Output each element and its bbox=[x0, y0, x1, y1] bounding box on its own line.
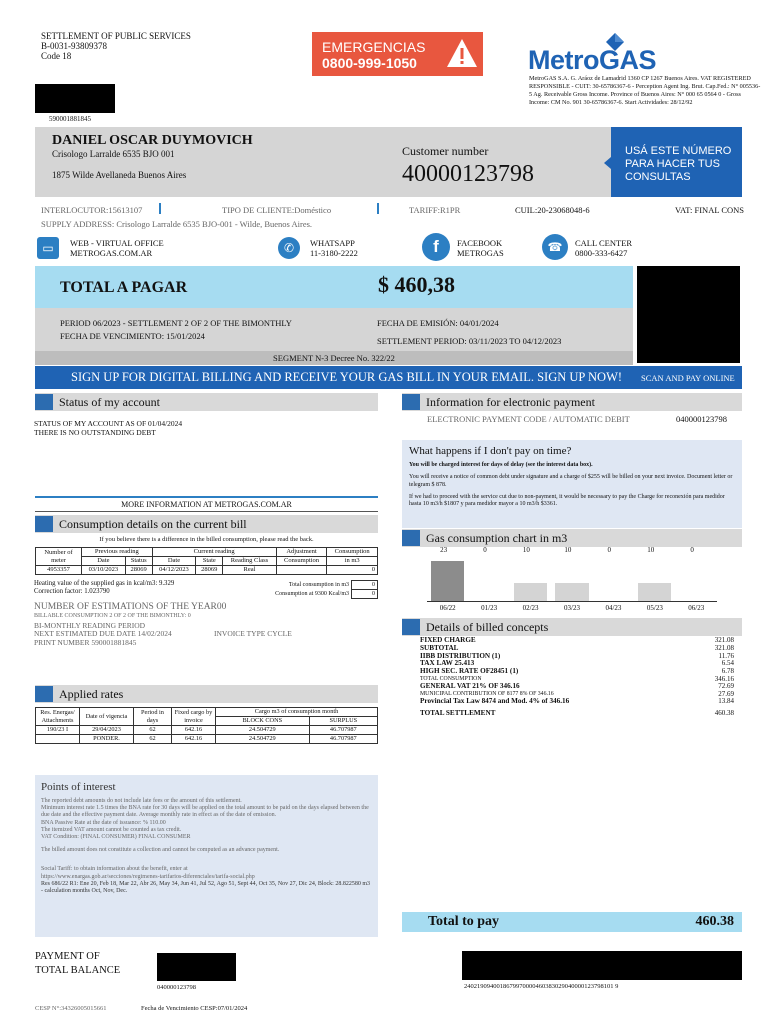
billed-row bbox=[420, 668, 734, 676]
footer-code: 040000123798 bbox=[157, 984, 196, 991]
heating-value: Heating value of the supplied gas in kcal/m3: 9.329 bbox=[34, 580, 175, 587]
account-debt-status: THERE IS NO OUTSTANDING DEBT bbox=[34, 428, 156, 437]
billed-header bbox=[402, 618, 742, 636]
chart-value-label: 0 bbox=[607, 546, 612, 554]
total-due-amount: $ 460,38 bbox=[378, 272, 455, 297]
period-block bbox=[35, 308, 633, 351]
consumption-value: 0 bbox=[327, 566, 378, 575]
billed-title: Details of billed concepts bbox=[426, 620, 549, 634]
epay-title: Information for electronic payment bbox=[426, 395, 595, 409]
billed-label: TOTAL SETTLEMENT bbox=[420, 708, 496, 717]
chart-bar bbox=[555, 583, 588, 601]
chart-header bbox=[402, 529, 742, 547]
consumption-header bbox=[35, 515, 378, 533]
contact-call-center-label: CALL CENTER bbox=[575, 238, 633, 248]
kcal-label: Consumption at 9300 Kcal/m3 bbox=[275, 591, 349, 597]
table-row bbox=[36, 566, 378, 575]
table-row bbox=[36, 726, 378, 735]
billed-value: 321.08 bbox=[714, 636, 734, 644]
points-p6: The billed amount does not constitute a collection and cannot be computed as an advance payment. bbox=[41, 847, 280, 854]
col-fixed-cargo: Fixed cargo by invoice bbox=[172, 708, 216, 726]
document-code: B-0031-93809378 bbox=[41, 41, 107, 51]
epay-code: 040000123798 bbox=[676, 414, 727, 424]
chart-title: Gas consumption chart in m3 bbox=[426, 531, 568, 545]
col-m3-cargo: Cargo m3 of consumption month bbox=[216, 708, 378, 717]
billed-row bbox=[420, 683, 734, 691]
redacted-barcode bbox=[35, 84, 115, 113]
col-previous: Previous reading bbox=[82, 548, 153, 557]
col-consumption: Consumption bbox=[327, 548, 378, 557]
billed-value: 321.08 bbox=[714, 643, 734, 652]
chart-bar bbox=[431, 561, 464, 601]
col-prev-date: Date bbox=[82, 557, 126, 566]
rate-cell: 46.707987 bbox=[309, 726, 377, 735]
billable-consumption: BILLABLE CONSUMPTION 2 OF 2 OF THE BIMONTHLY: 0 bbox=[34, 613, 191, 619]
late-payment-p1: You will be charged interest for days of delay (see the interest data box). bbox=[409, 462, 593, 468]
redacted-amount bbox=[157, 953, 236, 981]
consumption-note: If you believe there is a difference in the billed consumption, please read the back. bbox=[99, 536, 314, 543]
billed-label: GENERAL VAT 21% OF 346.16 bbox=[420, 682, 520, 691]
segment-text: SEGMENT N-3 Decree No. 322/22 bbox=[273, 353, 395, 363]
total-to-pay-label: Total to pay bbox=[428, 914, 500, 929]
late-payment-p2: You will receive a notice of common debt under signature and a charge of $255 will be billed on your next invoice. Document letter or telegram $ 878. bbox=[409, 474, 733, 488]
billed-label: TAX LAW 25.413 bbox=[420, 659, 475, 668]
rate-cell: 24.504729 bbox=[216, 735, 310, 744]
chart-category-label: 05/23 bbox=[646, 604, 663, 612]
divider bbox=[159, 203, 161, 214]
divider-line bbox=[35, 511, 378, 512]
emergency-title: EMERGENCIAS bbox=[322, 39, 426, 55]
contact-web-label: WEB - VIRTUAL OFFICE bbox=[70, 238, 164, 248]
late-payment-body bbox=[409, 462, 735, 508]
total-m3-label: Total consumption in m3 bbox=[288, 582, 349, 588]
section-marker bbox=[402, 530, 420, 546]
totals-table bbox=[248, 580, 378, 599]
rate-cell: 46.707987 bbox=[309, 735, 377, 744]
points-title: Points of interest bbox=[41, 781, 116, 793]
billed-label: FIXED CHARGE bbox=[420, 636, 476, 644]
col-surplus: SURPLUS bbox=[309, 717, 377, 726]
interlocutor: INTERLOCUTOR:15613107 bbox=[41, 205, 143, 215]
col-block-cons: BLOCK CONS bbox=[216, 717, 310, 726]
account-status-title: Status of my account bbox=[59, 395, 160, 409]
monitor-icon: ▭ bbox=[37, 237, 59, 259]
col-period-days: Period in days bbox=[134, 708, 172, 726]
account-status-header bbox=[35, 393, 378, 411]
customer-number: 40000123798 bbox=[402, 161, 534, 187]
company-info: MetroGAS S.A. G. Aráoz de Lamadrid 1360 CP 1267 Buenos Aires. VAT REGISTERED RESPONSIBLE - CUIT: 30-65786367-6 - Perception Agent Ing. Brut. Cap.Fed.: N° 005536-5 Ag. Receivable Gross Income. Province of Buenos Aires: N° 000 65 0564 0 - Gross Income: CM No. 901 30-65786367-6. Start Actividades: 28/12/92 bbox=[529, 75, 761, 106]
kcal-value: 0 bbox=[352, 590, 378, 599]
col-adjustment: Adjustment bbox=[276, 548, 327, 557]
rates-table bbox=[35, 707, 378, 744]
issue-date: FECHA DE EMISIÓN: 04/01/2024 bbox=[377, 318, 499, 328]
client-type: TIPO DE CLIENTE:Doméstico bbox=[222, 205, 332, 215]
points-p1: The reported debt amounts do not include late fees or the amount of this settlement. bbox=[41, 798, 242, 804]
invoice-cycle: INVOICE TYPE CYCLE bbox=[214, 629, 292, 638]
rates-header bbox=[35, 685, 378, 703]
rate-cell bbox=[36, 735, 80, 744]
customer-number-hint-text: USÁ ESTE NÚMERO PARA HACER TUS CONSULTAS bbox=[625, 145, 732, 183]
gas-properties bbox=[34, 580, 174, 596]
cesp-due-date: Fecha de Vencimiento CESP:07/01/2024 bbox=[141, 1005, 248, 1012]
meter-number: 4953357 bbox=[36, 566, 82, 575]
warning-icon bbox=[445, 37, 479, 69]
customer-number-label: Customer number bbox=[402, 144, 489, 158]
billed-label: Provincial Tax Law 8474 and Mod. 4% of 346.16 bbox=[420, 697, 570, 706]
gas-consumption-chart bbox=[427, 546, 717, 616]
points-p9: Res 686/22 R1: Ene 20, Feb 18, Mar 22, Abr 26, May 34, Jun 41, Jul 52, Ago 51, Sept 44, Oct 35, Nov 27, Dic 24, Block: 28.822580 m3 - calculation months Oct, Nov, Dec. bbox=[41, 880, 370, 895]
rate-cell: 190/23 I bbox=[36, 726, 80, 735]
rate-cell: PONDER. bbox=[80, 735, 134, 744]
col-consumption-sub: Consumption bbox=[276, 557, 327, 566]
rates-title: Applied rates bbox=[59, 687, 124, 701]
points-p7: Social Tariff: to obtain information about the benefit, enter at bbox=[41, 866, 188, 873]
points-p4: The itemized VAT amount cannot be counted as tax credit. bbox=[41, 826, 182, 833]
divider bbox=[377, 203, 379, 214]
customer-address-line1: Crisologo Larralde 6535 BJO 001 bbox=[52, 149, 175, 159]
payment-label bbox=[35, 950, 120, 978]
contact-facebook-label: FACEBOOK bbox=[457, 238, 503, 248]
points-of-interest bbox=[35, 775, 378, 937]
col-current: Current reading bbox=[152, 548, 276, 557]
col-vigencia: Date of vigencia bbox=[80, 708, 134, 726]
chart-bar bbox=[514, 583, 547, 601]
curr-state: 28069 bbox=[196, 566, 223, 575]
tariff: TARIFF:R1PR bbox=[409, 205, 461, 215]
section-marker bbox=[35, 516, 53, 532]
billed-label: IIBB DISTRIBUTION (1) bbox=[420, 651, 501, 660]
chart-value-label: 10 bbox=[647, 546, 655, 554]
chart-category-label: 03/23 bbox=[564, 604, 580, 612]
supply-address: SUPPLY ADDRESS: Crisologo Larralde 6535 BJO-001 - Wilde, Buenos Aires. bbox=[41, 219, 313, 229]
cuil: CUIL:20-23068048-6 bbox=[515, 205, 590, 215]
hint-arrow bbox=[604, 157, 611, 169]
curr-date: 04/12/2023 bbox=[152, 566, 196, 575]
more-info-link[interactable]: MORE INFORMATION AT METROGAS.COM.AR bbox=[121, 500, 292, 509]
epay-header bbox=[402, 393, 742, 411]
billed-label: MUNICIPAL CONTRIBUTION OF 8177 8% OF 346.16 bbox=[420, 690, 554, 697]
correction-factor: Correction factor: 1.023790 bbox=[34, 588, 110, 595]
settlement-period: SETTLEMENT PERIOD: 03/11/2023 TO 04/12/2023 bbox=[377, 336, 562, 346]
contact-web-value: METROGAS.COM.AR bbox=[70, 248, 153, 258]
chart-value-label: 0 bbox=[690, 546, 694, 554]
total-to-pay-bar bbox=[402, 912, 742, 932]
phone-icon: ☎ bbox=[542, 234, 568, 260]
points-body bbox=[41, 798, 372, 895]
chart-value-label: 10 bbox=[522, 546, 530, 554]
rate-cell: 62 bbox=[134, 735, 172, 744]
section-marker bbox=[35, 686, 53, 702]
scan-pay-label: SCAN AND PAY ONLINE bbox=[641, 373, 735, 383]
epay-label: ELECTRONIC PAYMENT CODE / AUTOMATIC DEBIT bbox=[427, 414, 630, 424]
rate-cell: 642.16 bbox=[172, 726, 216, 735]
contact-facebook-value: METROGAS bbox=[457, 248, 504, 258]
prev-date: 03/10/2023 bbox=[82, 566, 126, 575]
billed-value: 27.69 bbox=[718, 689, 734, 698]
billed-row bbox=[420, 710, 734, 718]
contact-call-center-value: 0800-333-6427 bbox=[575, 248, 628, 258]
metrogas-logo bbox=[528, 33, 738, 73]
rate-cell: 29/04/2023 bbox=[80, 726, 134, 735]
rate-cell: 62 bbox=[134, 726, 172, 735]
chart-category-label: 06/22 bbox=[439, 604, 456, 612]
customer-name: DANIEL OSCAR DUYMOVICH bbox=[52, 133, 253, 148]
emergency-phone[interactable]: 0800-999-1050 bbox=[322, 55, 417, 71]
vat-condition: VAT: FINAL CONS bbox=[675, 205, 745, 215]
segment-bar bbox=[35, 351, 633, 365]
cesp-number: CESP N°:34326005015661 bbox=[35, 1005, 107, 1012]
late-payment-title: What happens if I don't pay on time? bbox=[409, 445, 572, 457]
billed-label: SUBTOTAL bbox=[420, 643, 459, 652]
chart-value-label: 10 bbox=[564, 546, 572, 554]
billed-concepts-list bbox=[420, 637, 734, 718]
facebook-icon: f bbox=[422, 233, 450, 261]
section-marker bbox=[402, 619, 420, 635]
billed-label: TOTAL CONSUMPTION bbox=[420, 675, 482, 682]
col-reading-class: Reading Class bbox=[223, 557, 277, 566]
billed-value: 346.16 bbox=[714, 674, 734, 683]
total-m3: 0 bbox=[352, 581, 378, 590]
chart-category-label: 01/23 bbox=[481, 604, 498, 612]
total-to-pay-value: 460.38 bbox=[695, 914, 734, 929]
billed-row bbox=[420, 698, 734, 706]
chart-category-label: 02/23 bbox=[522, 604, 539, 612]
chart-category-label: 06/23 bbox=[688, 604, 705, 612]
col-prev-status: Status bbox=[125, 557, 152, 566]
prev-status: 28069 bbox=[125, 566, 152, 575]
document-title: SETTLEMENT OF PUBLIC SERVICES bbox=[41, 31, 191, 41]
billed-value: 6.78 bbox=[721, 667, 734, 676]
billed-value: 11.76 bbox=[718, 651, 734, 660]
billed-value: 6.54 bbox=[721, 659, 734, 668]
barcode-number: 590001881845 bbox=[49, 115, 91, 123]
chart-bar bbox=[638, 583, 671, 601]
redacted-payment-barcode bbox=[462, 951, 742, 980]
print-number: PRINT NUMBER 590001881845 bbox=[34, 638, 137, 647]
col-curr-state: State bbox=[196, 557, 223, 566]
consumption-title: Consumption details on the current bill bbox=[59, 517, 247, 531]
redacted-qr-code bbox=[637, 266, 740, 363]
whatsapp-icon: ✆ bbox=[278, 237, 300, 259]
emergency-box bbox=[312, 32, 483, 76]
billed-row bbox=[420, 637, 734, 645]
col-curr-date: Date bbox=[152, 557, 196, 566]
banner-text: SIGN UP FOR DIGITAL BILLING AND RECEIVE YOUR GAS BILL IN YOUR EMAIL. SIGN UP NOW! bbox=[71, 370, 623, 384]
next-due-date: NEXT ESTIMATED DUE DATE 14/02/2024 bbox=[34, 629, 172, 638]
payment-barcode-number: 2402190940018679970000460383029040000123798101 9 bbox=[464, 983, 619, 990]
digital-billing-banner[interactable] bbox=[35, 366, 742, 389]
contact-whatsapp-label: WHATSAPP bbox=[310, 238, 355, 248]
billed-label: HIGH SEC. RATE OF28451 (1) bbox=[420, 667, 519, 676]
points-link[interactable]: https://www.enargas.gob.ar/secciones/regimenes-tarifarios-diferenciales/tarifa-social.php bbox=[41, 873, 255, 880]
customer-block bbox=[35, 127, 742, 197]
points-p3: BNA Passive Rate at the date of issuance: % 110.00 bbox=[41, 819, 166, 826]
points-p5: VAT Condition: (FINAL CONSUMER) FINAL CONSUMER bbox=[41, 834, 191, 841]
chart-category-label: 04/23 bbox=[605, 604, 622, 612]
billed-value: 13.84 bbox=[718, 697, 734, 706]
late-payment-p3: If we had to proceed with the service cut due to non-payment, it would be necessary to pay the Charge for reconexión para medidor hasta 10 m3/h $1807 y para medidor mayor a 10 m3/h $3361. bbox=[409, 493, 725, 508]
billed-value: 460.38 bbox=[714, 708, 734, 717]
chart-baseline bbox=[427, 601, 717, 602]
code-label: Code 18 bbox=[41, 51, 72, 61]
billing-period: PERIOD 06/2023 - SETTLEMENT 2 OF 2 OF THE BIMONTHLY bbox=[60, 318, 292, 328]
brand-wordmark: MetroGAS bbox=[528, 45, 657, 75]
section-marker bbox=[35, 394, 53, 410]
reading-class: Real bbox=[223, 566, 277, 575]
table-row bbox=[36, 735, 378, 744]
consumption-table bbox=[35, 547, 378, 575]
due-date: FECHA DE VENCIMIENTO: 15/01/2024 bbox=[60, 331, 205, 341]
contact-bar bbox=[37, 236, 742, 262]
rate-cell: 642.16 bbox=[172, 735, 216, 744]
late-payment-box bbox=[402, 440, 742, 528]
col-in-m3: in m3 bbox=[327, 557, 378, 566]
account-status bbox=[34, 419, 182, 437]
chart-value-label: 0 bbox=[483, 546, 487, 554]
section-marker bbox=[402, 394, 420, 410]
customer-address-line2: 1875 Wilde Avellaneda Buenos Aires bbox=[52, 170, 187, 180]
document-header bbox=[41, 31, 191, 61]
total-due-bar bbox=[35, 266, 633, 308]
chart-value-label: 23 bbox=[440, 546, 448, 554]
billed-value: 72.69 bbox=[718, 682, 734, 691]
customer-number-hint bbox=[611, 127, 742, 197]
rate-cell: 24.504729 bbox=[216, 726, 310, 735]
estimations-count: NUMBER OF ESTIMATIONS OF THE YEAR00 bbox=[34, 602, 227, 612]
col-resolution: Res. Energas/ Attachments bbox=[36, 708, 80, 726]
points-p2: Minimum interest rate 1.5 times the BNA rate for 30 days will be applied on the total amount to be paid on the days elapsed between the due date and the effective payment date. Average monthly rate in effect as of the date of emission. bbox=[41, 805, 369, 819]
bimonthly-period: BI-MONTHLY READING PERIOD bbox=[34, 621, 146, 630]
divider-line bbox=[35, 496, 378, 498]
col-meter: Number of meter bbox=[36, 548, 82, 566]
payment-of: PAYMENT OF bbox=[35, 951, 100, 962]
contact-whatsapp-value: 11-3180-2222 bbox=[310, 248, 358, 258]
total-due-label: TOTAL A PAGAR bbox=[60, 279, 188, 296]
total-balance: TOTAL BALANCE bbox=[35, 965, 121, 976]
account-status-date: STATUS OF MY ACCOUNT AS OF 01/04/2024 bbox=[34, 419, 183, 428]
